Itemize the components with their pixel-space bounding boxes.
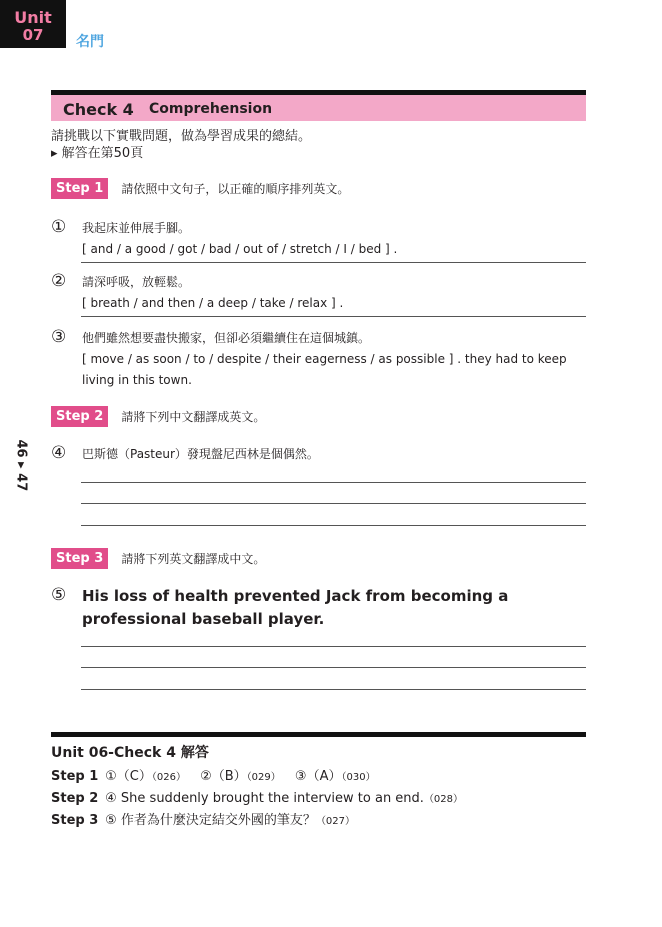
answer-page-note: ▸ 解答在第50頁 [51,146,144,161]
answer-line[interactable] [81,646,586,647]
answer-line[interactable] [81,525,586,526]
answer-item [105,813,355,828]
question-1-words: [ and / a good / got / bad / out of / stretch / I / bed ] . [82,242,398,256]
section-divider [51,732,586,737]
intro-text: 請挑戰以下實戰問題，做為學習成果的總結。 [51,129,312,144]
unit-title: 名門 [76,34,104,50]
question-4-number: ④ [51,443,67,463]
question-1-number: ① [51,217,67,237]
divider-line [81,316,586,317]
question-5-sentence: His loss of health prevented Jack from becoming a professional baseball player. [82,587,509,628]
question-2-number: ② [51,271,67,291]
check-header [51,90,586,121]
question-3 [51,327,586,387]
question-2-words: [ breath / and then / a deep / take / relax ] . [82,296,344,310]
step-3-instruction: 請將下列英文翻譯成中文。 [121,552,266,566]
answer-row-step-3 [51,810,473,832]
step-2-header [51,406,265,428]
answer-line[interactable] [81,667,586,668]
page-numbers [12,440,28,490]
answer-line[interactable] [81,503,586,504]
step-3-label: Step 3 [51,548,108,569]
unit-number: 07 [22,26,44,44]
question-3-chinese: 他們雖然想要盡快搬家，但卻必須繼續住在這個城鎮。 [82,331,371,345]
check-title: Comprehension [149,101,273,117]
answer-ref: （026） [151,772,186,783]
answer-key [51,743,473,832]
unit-tab [0,0,66,48]
intro [51,128,311,162]
step-1-header [51,178,349,200]
answer-row-step-2 [51,788,473,810]
step-2-instruction: 請將下列中文翻譯成英文。 [121,410,266,424]
answer-text: ③（A） [294,769,342,784]
answer-step-label: Step 1 [51,769,99,784]
step-1-instruction: 請依照中文句子，以正確的順序排列英文。 [121,182,350,196]
question-5 [51,585,586,633]
step-1-label: Step 1 [51,178,108,199]
answer-text: ⑤ 作者為什麼決定結交外國的筆友？ [105,813,316,828]
question-1 [51,217,586,257]
question-5-number: ⑤ [51,585,67,605]
step-3-header [51,548,265,570]
answer-item [295,769,376,784]
question-4 [51,443,586,467]
answer-item [105,769,186,784]
answer-step-label: Step 2 [51,791,99,806]
answer-ref: （028） [423,794,464,805]
answer-item [200,769,281,784]
check-label: Check 4 [63,100,134,119]
page-numbers-text: 46 ▸ 47 [13,439,29,492]
answer-ref: （030） [341,772,376,783]
answer-text: ②（B） [200,769,247,784]
step-2-label: Step 2 [51,406,108,427]
unit-word: Unit [14,8,52,27]
answer-line[interactable] [81,689,586,690]
question-2-chinese: 請深呼吸，放輕鬆。 [82,275,191,289]
question-2 [51,271,586,311]
divider-line [81,262,586,263]
answer-ref: （027） [315,816,356,827]
answer-step-label: Step 3 [51,813,99,828]
question-4-chinese: 巴斯德（Pasteur）發現盤尼西林是個偶然。 [82,447,319,461]
answer-row-step-1 [51,766,473,788]
answer-text: ④ She suddenly brought the interview to an end. [105,791,424,806]
answer-key-heading: Unit 06-Check 4 解答 [51,745,209,761]
question-1-chinese: 我起床並伸展手腳。 [82,221,191,235]
question-3-number: ③ [51,327,67,347]
question-3-words: [ move / as soon / to / despite / their eagerness / as possible ] . they had to keep living in this town. [82,352,567,387]
answer-ref: （029） [246,772,281,783]
answer-text: ①（C） [105,769,152,784]
answer-item [105,791,463,806]
answer-line[interactable] [81,482,586,483]
